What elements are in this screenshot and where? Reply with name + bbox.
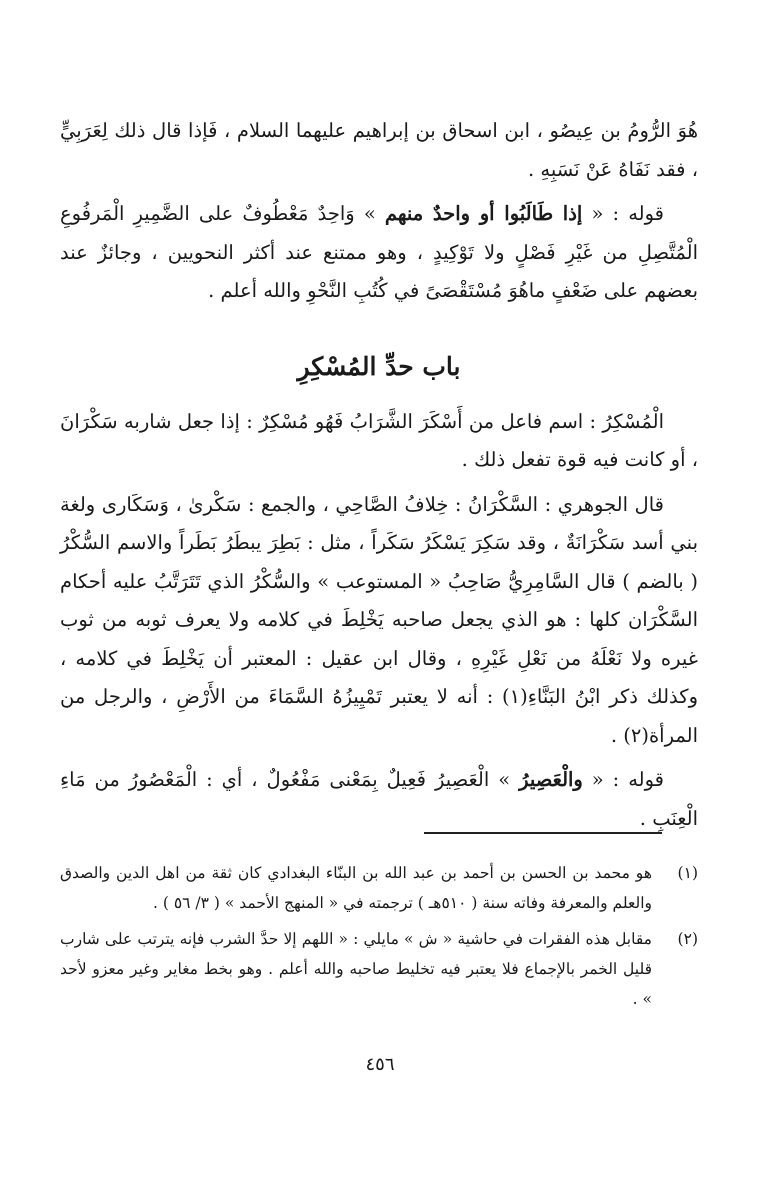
paragraph-5-rest: » الْعَصِيرُ فَعِيلٌ بِمَعْنى مَفْعُولٌ ، أي : الْمَعْصُورُ من مَاءِ الْعِنَبِ .: [60, 768, 698, 830]
main-text: [60, 112, 698, 838]
paragraph-5-lead: قوله : «: [582, 768, 664, 791]
page-number: ٤٥٦: [365, 1054, 395, 1075]
paragraph-2: [60, 195, 698, 311]
chapter-heading: باب حدِّ المُسْكِرِ: [297, 351, 461, 381]
paragraph-2-rest: » وَاحِدٌ مَعْطُوفٌ على الضَّمِيرِ الْمَرفُوعِ الْمُتَّصِلِ من غَيْرِ فَصْلٍ ولا تَوْكِيدٍ ، وهو ممتنع عند أكثر النحويين ، وجائزٌ عند بعضهم على ضَعْفٍ ماهُوَ مُسْتَقْصَىً في كُتُبِ النَّحْوِ والله أعلم .: [60, 202, 698, 302]
paragraph-1: هُوَ الرُّومُ بن عِيصُو ، ابن اسحاق بن إبراهيم عليهما السلام ، فَإذا قال ذلك لِعَرَبِيٍّ ، فقد نَفَاهُ عَنْ نَسَبِهِ .: [60, 119, 698, 181]
paragraph-5: [60, 761, 698, 838]
paragraph-2-lead: قوله : «: [582, 202, 664, 225]
footnote: [60, 924, 698, 1014]
footnote-text: هو محمد بن الحسن بن أحمد بن عبد الله بن البنّاء البغدادي كان ثقة من اهل الدين والصدق والعلم والمعرفة وفاته سنة ( ٥١٠هـ ) ترجمته في « المنهج الأحمد » ( ٣/ ٥٦ ) .: [60, 864, 652, 912]
paragraph-3: الْمُسْكِرُ : اسم فاعل من أَسْكَرَ الشَّرَابُ فَهُو مُسْكِرٌ : إذا جعل شاربه سَكْرَانَ ، أو كانت فيه قوة تفعل ذلك .: [60, 409, 698, 471]
footnote-text: مقابل هذه الفقرات في حاشية « ش » مايلي : « اللهم إلا حدَّ الشرب فإنه يترتب على شارب قليل الخمر بالإجماع فلا يعتبر فيه تخليط صاحبه والله أعلم . وهو بخط مغاير وغير معزو لأحد » .: [60, 930, 652, 1008]
quoted-term: والْعَصِيرُ: [519, 768, 583, 791]
paragraph-4: قال الجوهري : السَّكْرَانُ : خِلافُ الصَّاحِي ، والجمع : سَكْرىٰ ، وَسَكَارى ولغة بني أسد سَكْرَانَةٌ ، وقد سَكِرَ يَسْكَرُ سَكَراً ، مثل : بَطِرَ يبطَرُ بَطَراً والاسم السُّكْرُ ( بالضم ) قال السَّامِرِيُّ صَاحِبُ « المستوعب » والسُّكْرُ الذي تَتَرَتَّبُ عليه أحكام السَّكْرَان كلها : هو الذي يجعل صاحبه يَخْلِطَ في كلامه ولا يعرف ثوبه من ثوب غيره ولا نَعْلَهُ من نَعْلِ غَيْرِهِ ، وقال ابن عقيل : المعتبر أن يَخْلِطَ في كلامه ، وكذلك ذكر ابْنُ البَنَّاءِ(١) : أنه لا يعتبر تَمْيِيزُهُ السَّمَاءَ من الأَرْضِ ، والرجل من المرأة(٢) .: [60, 492, 698, 747]
footnote-number: (١): [677, 864, 698, 882]
footnotes: [60, 858, 698, 1020]
footnote-divider: [424, 832, 662, 834]
footnote: [60, 858, 698, 918]
footnote-number: (٢): [677, 930, 698, 948]
quoted-phrase: إذا طَالَبُوا أو واحدٌ منهم: [384, 202, 583, 225]
